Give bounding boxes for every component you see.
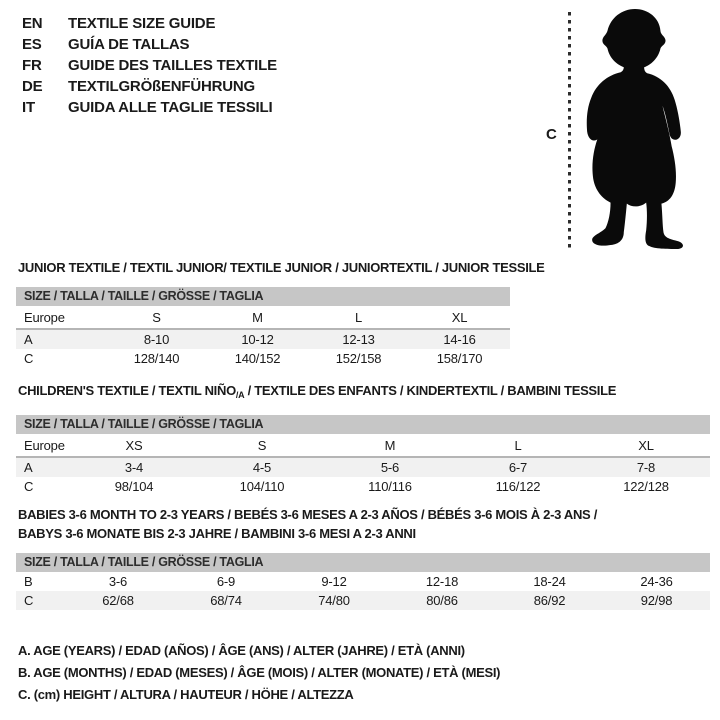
size-header-bar [16, 415, 710, 434]
children-size-table [16, 434, 710, 496]
value-cell: 18-24 [533, 574, 566, 589]
section-title [18, 505, 710, 543]
value-cell: 3-6 [108, 574, 128, 589]
table-row [16, 572, 710, 591]
size-header-text: SIZE / TALLA / TAILLE / GRÖSSE / TAGLIA [24, 289, 264, 303]
language-row [22, 34, 277, 55]
row-label-cell: Europe [16, 306, 106, 329]
section-title-line [18, 524, 710, 543]
table-row [16, 306, 510, 329]
section-title-line [18, 381, 710, 405]
value-cell: 86/92 [533, 593, 566, 608]
title-text: CHILDREN'S TEXTILE / TEXTIL NIÑO [18, 383, 236, 398]
value-cell: 4-5 [252, 460, 272, 475]
row-label-cell: A [24, 460, 33, 475]
table-row [16, 434, 710, 457]
babies-textile-section [16, 505, 710, 610]
value-cell: 98/104 [114, 479, 154, 494]
row-label-cell: C [24, 479, 34, 494]
language-code: EN [22, 15, 43, 32]
value-cell: 9-12 [321, 574, 347, 589]
language-title-list [22, 13, 277, 118]
measure-legend-notes [18, 640, 500, 706]
note-line: B. AGE (MONTHS) / EDAD (MESES) / ÂGE (MOIS) / ALTER (MONATE) / ETÀ (MESI) [18, 665, 501, 680]
language-code: ES [22, 36, 42, 53]
language-row [22, 76, 277, 97]
row-label-cell: B [24, 574, 33, 589]
children-textile-section [16, 381, 710, 496]
value-cell: 140/152 [234, 351, 281, 366]
subscript-text: /A [235, 390, 245, 400]
language-row [22, 97, 277, 118]
value-cell: 6-7 [508, 460, 528, 475]
size-header-bar [16, 553, 710, 572]
section-title [18, 258, 545, 277]
table-row [16, 477, 710, 496]
junior-size-table [16, 306, 510, 368]
language-code: FR [22, 57, 42, 74]
toddler-silhouette-image [580, 8, 692, 250]
value-cell: M [207, 306, 308, 329]
value-cell: 12-13 [342, 332, 375, 347]
value-cell: 152/158 [335, 351, 382, 366]
value-cell: S [106, 306, 207, 329]
value-cell: S [198, 434, 326, 457]
table-row [16, 329, 510, 349]
value-cell: 74/80 [318, 593, 350, 608]
toddler-silhouette-path [587, 9, 683, 249]
title-text: BABIES 3-6 MONTH TO 2-3 YEARS / BEBÉS 3-6 MESES A 2-3 AÑOS / BÉBÉS 3-6 MOIS À 2-3 ANS / [18, 507, 598, 522]
language-code: IT [22, 99, 35, 116]
value-cell: XS [70, 434, 198, 457]
value-cell: 3-4 [124, 460, 144, 475]
value-cell: 24-36 [640, 574, 673, 589]
language-title: GUIDE DES TAILLES TEXTILE [68, 57, 277, 74]
value-cell: M [326, 434, 454, 457]
value-cell: 7-8 [636, 460, 656, 475]
value-cell: 128/140 [133, 351, 180, 366]
value-cell: 14-16 [443, 332, 476, 347]
value-cell: 68/74 [210, 593, 242, 608]
table-row [16, 591, 710, 610]
value-cell: L [454, 434, 582, 457]
language-row [22, 55, 277, 76]
height-measure-label: C [546, 126, 557, 143]
babies-size-table [16, 572, 710, 610]
title-text: JUNIOR TEXTILE / TEXTIL JUNIOR/ TEXTILE JUNIOR / JUNIORTEXTIL / JUNIOR TESSILE [18, 260, 545, 275]
value-cell: 158/170 [436, 351, 483, 366]
title-text: / TEXTILE DES ENFANTS / KINDERTEXTIL / BAMBINI TESSILE [244, 383, 617, 398]
value-cell: 12-18 [425, 574, 459, 589]
size-header-bar [16, 287, 510, 306]
note-line: C. (cm) HEIGHT / ALTURA / HAUTEUR / HÖHE / ALTEZZA [18, 687, 354, 702]
section-title-line [18, 505, 710, 524]
note-line: A. AGE (YEARS) / EDAD (AÑOS) / ÂGE (ANS) / ALTER (JAHRE) / ETÀ (ANNI) [18, 643, 465, 658]
value-cell: 92/98 [640, 593, 673, 608]
size-header-text: SIZE / TALLA / TAILLE / GRÖSSE / TAGLIA [24, 417, 264, 431]
language-title: GUÍA DE TALLAS [68, 36, 190, 53]
language-title: GUIDA ALLE TAGLIE TESSILI [68, 99, 273, 116]
row-label-cell: A [24, 332, 33, 347]
row-label-cell: Europe [16, 434, 70, 457]
value-cell: 5-6 [380, 460, 400, 475]
row-label-cell: C [24, 351, 34, 366]
value-cell: 80/86 [426, 593, 458, 608]
table-row [16, 349, 510, 368]
size-header-text: SIZE / TALLA / TAILLE / GRÖSSE / TAGLIA [24, 555, 264, 569]
height-measure-dotted-line [568, 12, 571, 250]
value-cell: XL [409, 306, 510, 329]
title-text: BABYS 3-6 MONATE BIS 2-3 JAHRE / BAMBINI 3-6 MESI A 2-3 ANNI [18, 526, 416, 541]
language-code: DE [22, 78, 43, 95]
value-cell: L [308, 306, 409, 329]
language-title: TEXTILE SIZE GUIDE [68, 15, 216, 32]
value-cell: 122/128 [623, 479, 669, 494]
row-label-cell: C [24, 593, 34, 608]
value-cell: XL [582, 434, 710, 457]
junior-textile-section [16, 258, 545, 368]
value-cell: 8-10 [143, 332, 170, 347]
language-row [22, 13, 277, 34]
value-cell: 104/110 [239, 479, 285, 494]
value-cell: 6-9 [216, 574, 236, 589]
value-cell: 10-12 [241, 332, 274, 347]
language-title: TEXTILGRÖßENFÜHRUNG [68, 78, 256, 95]
value-cell: 62/68 [102, 593, 134, 608]
value-cell: 116/122 [495, 479, 541, 494]
value-cell: 110/116 [368, 479, 412, 494]
section-title [18, 381, 710, 405]
section-title-line [18, 258, 545, 277]
table-row [16, 457, 710, 477]
